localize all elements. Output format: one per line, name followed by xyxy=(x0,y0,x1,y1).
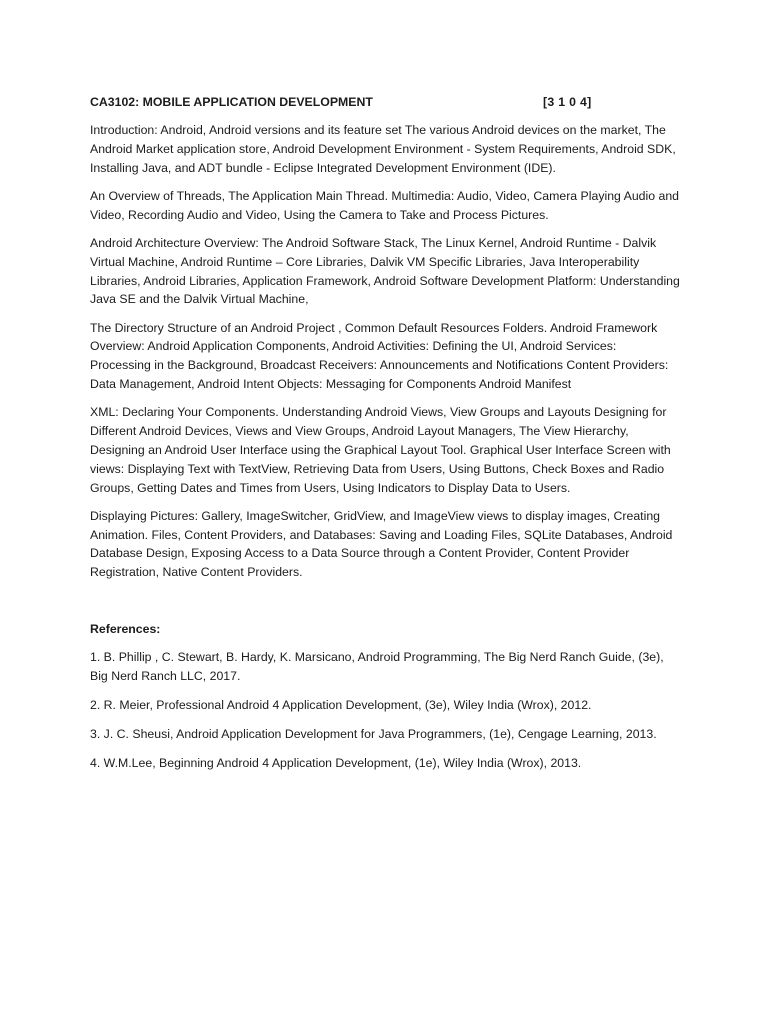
syllabus-paragraph: XML: Declaring Your Components. Understanding Android Views, View Groups and Layouts Designing for Different Android Devices, Views and View Groups, Android Layout Managers, The View Hierarchy, Designing an Android User Interface using the Graphical Layout Tool. Graphical User Interface Screen with views: Displaying Text with TextView, Retrieving Data from Users, Using Buttons, Check Boxes and Radio Groups, Getting Dates and Times from Users, Using Indicators to Display Data to Users. xyxy=(90,405,671,495)
syllabus-paragraph: An Overview of Threads, The Application Main Thread. Multimedia: Audio, Video, Camera Playing Audio and Video, Recording Audio and Video, Using the Camera to Take and Process Pictures. xyxy=(90,188,679,222)
course-header xyxy=(90,93,680,111)
syllabus-paragraph: The Directory Structure of an Android Project , Common Default Resources Folders. Android Framework Overview: Android Application Components, Android Activities: Defining the UI, Android Services: Processing in the Background, Broadcast Receivers: Announcements and Notifications Content Providers: Data Management, Android Intent Objects: Messaging for Components Android Manifest xyxy=(90,320,669,392)
course-credits: [3 1 0 4] xyxy=(543,95,592,109)
course-title: CA3102: MOBILE APPLICATION DEVELOPMENT xyxy=(90,95,373,109)
syllabus-page xyxy=(90,93,680,773)
syllabus-paragraph: Android Architecture Overview: The Android Software Stack, The Linux Kernel, Android Runtime - Dalvik Virtual Machine, Android Runtime – Core Libraries, Dalvik VM Specific Libraries, Java Interoperability Libraries, Android Libraries, Application Framework, Android Software Development Platform: Understanding Java SE and the Dalvik Virtual Machine, xyxy=(90,235,680,307)
reference-item: 2. R. Meier, Professional Android 4 Application Development, (3e), Wiley India (Wrox), 2012. xyxy=(90,698,592,713)
reference-item: 1. B. Phillip , C. Stewart, B. Hardy, K. Marsicano, Android Programming, The Big Nerd Ranch Guide, (3e), Big Nerd Ranch LLC, 2017. xyxy=(90,650,664,684)
syllabus-paragraph: Introduction: Android, Android versions and its feature set The various Android devices on the market, The Android Market application store, Android Development Environment - System Requirements, Android SDK, Installing Java, and ADT bundle - Eclipse Integrated Development Environment (IDE). xyxy=(90,123,676,175)
references-heading: References: xyxy=(90,622,161,637)
reference-item: 4. W.M.Lee, Beginning Android 4 Application Development, (1e), Wiley India (Wrox), 2013. xyxy=(90,756,582,771)
syllabus-paragraph: Displaying Pictures: Gallery, ImageSwitcher, GridView, and ImageView views to display images, Creating Animation. Files, Content Providers, and Databases: Saving and Loading Files, SQLite Databases, Android Database Design, Exposing Access to a Data Source through a Content Provider, Content Provider Registration, Native Content Providers. xyxy=(90,508,673,580)
reference-item: 3. J. C. Sheusi, Android Application Development for Java Programmers, (1e), Cengage Learning, 2013. xyxy=(90,727,657,742)
